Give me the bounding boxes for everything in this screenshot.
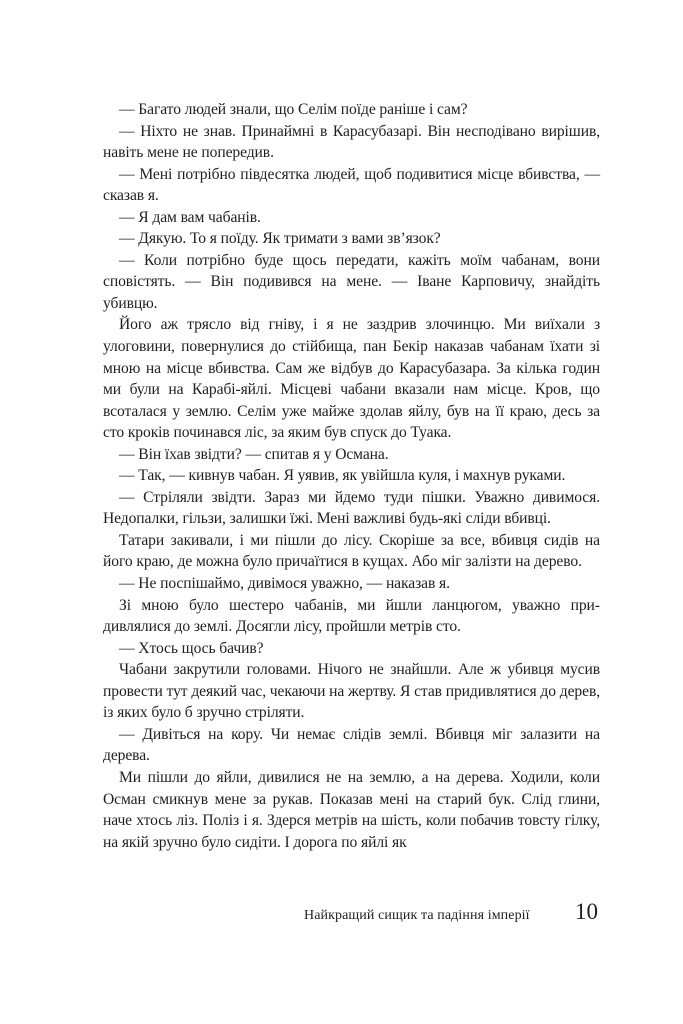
paragraph-14: — Хтось щось бачив? [119,639,264,657]
paragraph-12: — Не поспішаймо, дивімося уважно, — наказав я. [119,575,450,593]
paragraph-16: — Дивіться на кору. Чи немає слідів землі. Вбивця міг залазити на дерева. [103,725,600,765]
paragraph-4: — Я дам вам чабанів. [119,208,261,226]
page-number: 10 [575,899,598,924]
paragraph-11: Татари закивали, і ми пішли до лісу. Скоріше за все, вбивця сидів на його краю, де можна було причаїтися в кущах. Або міг залізти на дерево. [103,531,600,571]
paragraph-5: — Дякую. То я поїду. Як тримати з вами зв’язок? [119,230,441,248]
paragraph-10: — Стріляли звідти. Зараз ми йдемо туди пішки. Уважно дивимося. Недопалки, гільзи, залишки їжі. Мені важливі будь-які сліди вбивці. [103,488,600,528]
paragraph-2: — Ніхто не знав. Принаймні в Карасубазарі. Він несподівано вирішив, навіть мене не попередив. [103,122,600,162]
paragraph-13: Зі мною було шестеро чабанів, ми йшли ланцюгом, уважно придивлялися до землі. Досягли лісу, пройшли метрів сто. [103,596,600,636]
paragraph-1: — Багато людей знали, що Селім поїде раніше і сам? [119,101,468,118]
paragraph-6: — Коли потрібно буде щось передати, кажіть моїм чабанам, вони сповістять. — Він подивився на мене. — Іване Карповичу, знайдіть убивцю. [103,251,600,312]
paragraph-15: Чабани закрутили головами. Нічого не знайшли. Але ж убивця мусив провести тут деякий час, чекаючи на жертву. Я став придивлятися до дерев, із яких було б зручно стріляти. [103,661,600,722]
paragraph-3: — Мені потрібно півдесятка людей, щоб подивитися місце вбивства, — сказав я. [103,165,600,205]
running-footer-title: Найкращий сищик та падіння імперії [304,908,530,923]
paragraph-7: Його аж трясло від гніву, і я не заздрив злочинцю. Ми виїхали з улоговини, повернулися до стійбища, пан Бекір наказав чабанам їхати зі мною на місце вбивства. Сам же відбув до Карасубазара. За кілька годин ми були на Карабі-яйлі. Місцеві чабани вказали нам місце. Кров, що всоталася у землю. Селім уже майже здолав яйлу, був на її краю, десь за сто кроків починався ліс, за яким був спуск до Туака. [103,316,600,442]
paragraph-9: — Так, — кивнув чабан. Я уявив, як увійшла куля, і махнув руками. [119,467,566,485]
paragraph-17: Ми пішли до яйли, дивилися не на землю, а на дерева. Ходили, коли Осман смикнув мене за рукав. Показав мені на старий бук. Слід глини, наче хтось ліз. Поліз і я. Здерся метрів на шість, коли побачив товсту гілку, на якій зручно було сидіти. І дорога по яйлі як [103,768,600,851]
body-text [103,99,600,853]
paragraph-8: — Він їхав звідти? — спитав я у Османа. [119,445,389,463]
